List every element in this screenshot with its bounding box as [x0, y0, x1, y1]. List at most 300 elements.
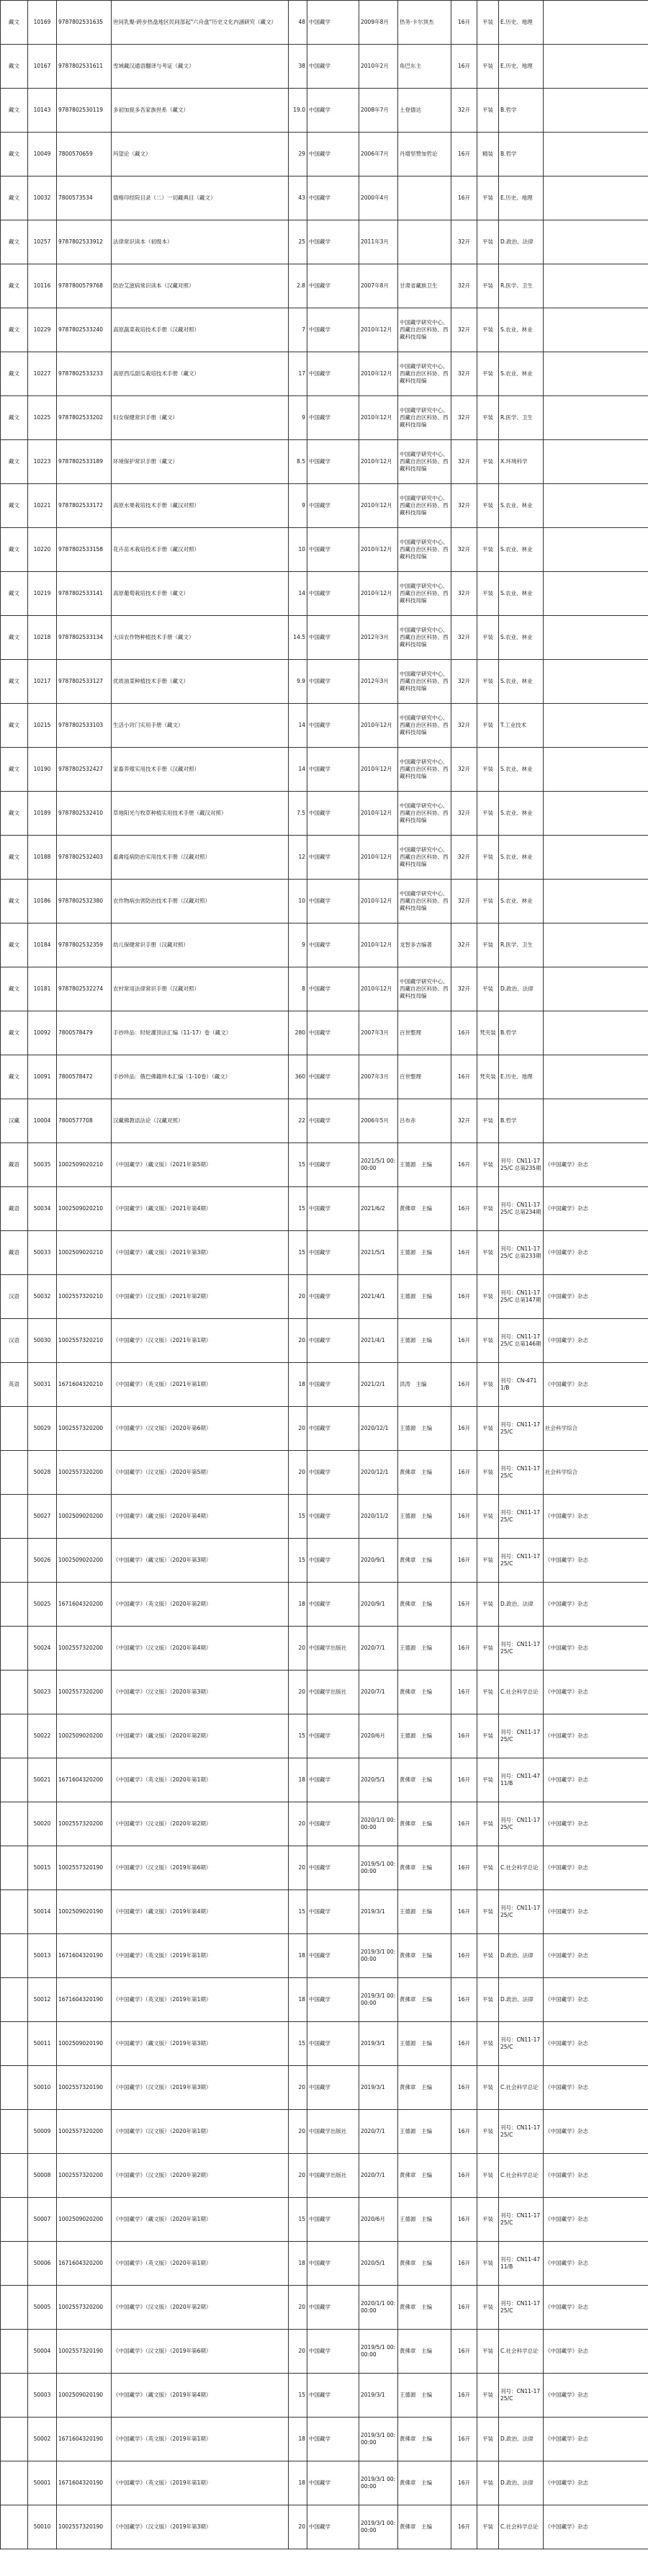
price-cell: 22 — [289, 1099, 307, 1143]
language-cell: 藏文 — [1, 1055, 28, 1099]
series-cell — [544, 792, 648, 836]
title-cell: 《中国藏学》（汉文版）（2019年第6期） — [112, 1846, 289, 1890]
series-cell — [544, 308, 648, 352]
table-row — [1, 45, 648, 89]
title-cell: 草地阳光与牧草种植实用技术手册（藏汉对照） — [112, 792, 289, 836]
price-cell: 20 — [289, 1671, 307, 1714]
author-cell: 中国藏学研究中心、西藏自治区科协、西藏科技局编 — [398, 308, 451, 352]
category-cell: S.农业、林业 — [499, 572, 544, 616]
binding-cell: 平装 — [477, 2066, 499, 2110]
category-cell: C.社会科学总论 — [499, 2505, 544, 2549]
author-cell: 热务·卡尔顶杰 — [398, 1, 451, 45]
table-row — [1, 2418, 648, 2461]
title-cell: 《中国藏学》（藏文版）（2019年第4期） — [112, 2374, 289, 2418]
price-cell: 2.8 — [289, 264, 307, 308]
table-row — [1, 1934, 648, 1978]
table-row — [1, 704, 648, 748]
publisher-cell: 中国藏学 — [307, 484, 359, 528]
code-cell: 50031 — [28, 1363, 57, 1407]
language-cell — [1, 2110, 28, 2154]
date-cell: 2019/3/1 — [359, 2022, 398, 2066]
code-cell: 50009 — [28, 2110, 57, 2154]
category-cell: E.历史、地理 — [499, 176, 544, 220]
code-cell: 10215 — [28, 704, 57, 748]
price-cell: 18 — [289, 1758, 307, 1802]
title-cell: 多初加捉多吾家族世系（藏文） — [112, 89, 289, 133]
binding-cell: 平装 — [477, 440, 499, 484]
series-cell: 《中国藏学》杂志 — [544, 1802, 648, 1846]
format-cell: 32开 — [451, 440, 477, 484]
category-cell: 刊号：CN11-1725/C — [499, 1495, 544, 1539]
table-row — [1, 1099, 648, 1143]
publisher-cell: 中国藏学 — [307, 1890, 359, 1934]
language-cell — [1, 2154, 28, 2198]
isbn-cell: 1002557320200 — [57, 1627, 112, 1671]
language-cell: 藏语 — [1, 1143, 28, 1187]
author-cell: 黄佛章 主编 — [398, 1671, 451, 1714]
binding-cell: 平装 — [477, 1583, 499, 1627]
format-cell: 16开 — [451, 2242, 477, 2286]
price-cell: 15 — [289, 2198, 307, 2242]
date-cell: 2019/5/1 00:00:00 — [359, 2330, 398, 2374]
publisher-cell: 中国藏学 — [307, 1099, 359, 1143]
language-cell — [1, 1890, 28, 1934]
date-cell: 2020/12/1 — [359, 1451, 398, 1495]
binding-cell: 平装 — [477, 1978, 499, 2022]
date-cell: 2019/3/1 — [359, 1890, 398, 1934]
category-cell: S.农业、林业 — [499, 836, 544, 880]
binding-cell: 平装 — [477, 1495, 499, 1539]
language-cell: 藏文 — [1, 484, 28, 528]
code-cell: 50027 — [28, 1495, 57, 1539]
price-cell: 17 — [289, 352, 307, 396]
category-cell: S.农业、林业 — [499, 792, 544, 836]
category-cell: S.农业、林业 — [499, 660, 544, 704]
language-cell — [1, 1758, 28, 1802]
publisher-cell: 中国藏学 — [307, 616, 359, 660]
series-cell — [544, 45, 648, 89]
author-cell: 黄佛章 主编 — [398, 1187, 451, 1231]
table-row — [1, 352, 648, 396]
title-cell: 世间乳聚-跨步热盘地区民间部起"六舟盘"历史文化内涵研究（藏文） — [112, 1, 289, 45]
table-row — [1, 1143, 648, 1187]
price-cell: 18 — [289, 2242, 307, 2286]
category-cell: 刊号：CN11-1725/C — [499, 2374, 544, 2418]
price-cell: 9.9 — [289, 660, 307, 704]
language-cell — [1, 2286, 28, 2330]
binding-cell: 平装 — [477, 2461, 499, 2505]
isbn-cell: 9787800579768 — [57, 264, 112, 308]
isbn-cell: 1002557320200 — [57, 2286, 112, 2330]
category-cell: 刊号：CN11-1725/C — [499, 1539, 544, 1583]
format-cell: 32开 — [451, 352, 477, 396]
category-cell: S.农业、林业 — [499, 616, 544, 660]
format-cell: 16开 — [451, 1319, 477, 1363]
language-cell: 藏文 — [1, 880, 28, 923]
title-cell: 《中国藏学》（英文版）（2019年第1期） — [112, 2461, 289, 2505]
series-cell: 《中国藏学》杂志 — [544, 1890, 648, 1934]
code-cell: 50005 — [28, 2286, 57, 2330]
language-cell: 藏文 — [1, 836, 28, 880]
series-cell — [544, 1011, 648, 1055]
isbn-cell: 1671604320190 — [57, 1934, 112, 1978]
isbn-cell: 9787802532359 — [57, 923, 112, 967]
code-cell: 10143 — [28, 89, 57, 133]
binding-cell: 平装 — [477, 1275, 499, 1319]
date-cell: 2010年12月 — [359, 967, 398, 1011]
title-cell: 《中国藏学》（汉文版）（2020年第4期） — [112, 1627, 289, 1671]
format-cell: 32开 — [451, 220, 477, 264]
isbn-cell: 1671604320190 — [57, 1978, 112, 2022]
author-cell: 王德源 主编 — [398, 1275, 451, 1319]
date-cell: 2012年3月 — [359, 660, 398, 704]
isbn-cell: 9787802532410 — [57, 792, 112, 836]
series-cell: 《中国藏学》杂志 — [544, 1583, 648, 1627]
price-cell: 20 — [289, 2505, 307, 2549]
isbn-cell: 7800578472 — [57, 1055, 112, 1099]
price-cell: 7.5 — [289, 792, 307, 836]
category-cell: R.医学、卫生 — [499, 264, 544, 308]
author-cell: 洪涛 主编 — [398, 1363, 451, 1407]
series-cell: 《中国藏学》杂志 — [544, 2198, 648, 2242]
price-cell: 8.5 — [289, 440, 307, 484]
author-cell: 黄佛章 主编 — [398, 1846, 451, 1890]
category-cell: C.社会科学总论 — [499, 2066, 544, 2110]
isbn-cell: 9787802532380 — [57, 880, 112, 923]
author-cell: 王德源 主编 — [398, 2022, 451, 2066]
table-row — [1, 2066, 648, 2110]
format-cell: 16开 — [451, 176, 477, 220]
code-cell: 10218 — [28, 616, 57, 660]
title-cell: 《中国藏学》（藏文版）（2021年第3期） — [112, 1231, 289, 1275]
publisher-cell: 中国藏学 — [307, 880, 359, 923]
language-cell — [1, 2022, 28, 2066]
title-cell: 《中国藏学》（汉文版）（2020年第1期） — [112, 2110, 289, 2154]
publisher-cell: 中国藏学 — [307, 396, 359, 440]
title-cell: 《中国藏学》（英文版）（2019年第1期） — [112, 1978, 289, 2022]
publisher-cell: 中国藏学 — [307, 748, 359, 792]
language-cell: 藏文 — [1, 133, 28, 176]
table-row — [1, 176, 648, 220]
publisher-cell: 中国藏学 — [307, 1978, 359, 2022]
language-cell — [1, 1539, 28, 1583]
author-cell: 中国藏学研究中心、西藏自治区科协、西藏科技局编 — [398, 352, 451, 396]
binding-cell: 平装 — [477, 1319, 499, 1363]
binding-cell: 平装 — [477, 2505, 499, 2549]
category-cell: T.工业技术 — [499, 704, 544, 748]
code-cell: 10181 — [28, 967, 57, 1011]
date-cell: 2021/5/1 — [359, 1231, 398, 1275]
title-cell: 《中国藏学》（英文版）（2021年第1期） — [112, 1363, 289, 1407]
price-cell: 25 — [289, 220, 307, 264]
language-cell: 汉语 — [1, 1319, 28, 1363]
code-cell: 50003 — [28, 2374, 57, 2418]
title-cell: 环境保护常识手册（藏文） — [112, 440, 289, 484]
price-cell: 20 — [289, 1802, 307, 1846]
title-cell: 农作物病虫害防治技术手册（汉藏对照） — [112, 880, 289, 923]
title-cell: 《中国藏学》（藏文版）（2020年第3期） — [112, 1539, 289, 1583]
isbn-cell: 1671604320190 — [57, 2418, 112, 2461]
publisher-cell: 中国藏学 — [307, 1, 359, 45]
date-cell: 2010年12月 — [359, 484, 398, 528]
publisher-cell: 中国藏学 — [307, 2286, 359, 2330]
publisher-cell: 中国藏学 — [307, 264, 359, 308]
title-cell: 玛望论（藏文） — [112, 133, 289, 176]
language-cell — [1, 2066, 28, 2110]
series-cell — [544, 484, 648, 528]
author-cell: 王德源 主编 — [398, 1143, 451, 1187]
date-cell: 2008年7月 — [359, 89, 398, 133]
binding-cell: 平装 — [477, 2022, 499, 2066]
language-cell: 英语 — [1, 1363, 28, 1407]
date-cell: 2010年12月 — [359, 704, 398, 748]
title-cell: 《中国藏学》（藏文版）（2021年第5期） — [112, 1143, 289, 1187]
series-cell: 《中国藏学》杂志 — [544, 1627, 648, 1671]
format-cell: 16开 — [451, 1802, 477, 1846]
category-cell: 刊号：CN11-1725/C — [499, 1714, 544, 1758]
publisher-cell: 中国藏学 — [307, 1143, 359, 1187]
author-cell: 中国藏学研究中心、西藏自治区科协、西藏科技局编 — [398, 880, 451, 923]
format-cell: 16开 — [451, 1143, 477, 1187]
price-cell: 20 — [289, 2066, 307, 2110]
price-cell: 9 — [289, 396, 307, 440]
format-cell: 16开 — [451, 1978, 477, 2022]
code-cell: 10217 — [28, 660, 57, 704]
publisher-cell: 中国藏学 — [307, 528, 359, 572]
category-cell: 刊号：CN11-1725/C — [499, 1627, 544, 1671]
date-cell: 2020/7/1 — [359, 2110, 398, 2154]
language-cell: 藏文 — [1, 1011, 28, 1055]
title-cell: 高原西瓜甜瓜栽培技术手册（藏文） — [112, 352, 289, 396]
author-cell: 中国藏学研究中心、西藏自治区科协、西藏科技局编 — [398, 396, 451, 440]
category-cell: 刊号：CN11-1725/C 总第234期 — [499, 1187, 544, 1231]
isbn-cell: 7800577708 — [57, 1099, 112, 1143]
publisher-cell: 中国藏学 — [307, 1231, 359, 1275]
price-cell: 20 — [289, 2330, 307, 2374]
date-cell: 2010年12月 — [359, 880, 398, 923]
format-cell: 16开 — [451, 1275, 477, 1319]
isbn-cell: 7800578479 — [57, 1011, 112, 1055]
isbn-cell: 9787802533233 — [57, 352, 112, 396]
binding-cell: 平装 — [477, 1671, 499, 1714]
format-cell: 16开 — [451, 2154, 477, 2198]
table-row — [1, 396, 648, 440]
price-cell: 20 — [289, 1627, 307, 1671]
isbn-cell: 1002557320200 — [57, 1671, 112, 1714]
series-cell: 《中国藏学》杂志 — [544, 1187, 648, 1231]
category-cell: D.政治、法律 — [499, 967, 544, 1011]
binding-cell: 平装 — [477, 704, 499, 748]
format-cell: 32开 — [451, 89, 477, 133]
table-row — [1, 1495, 648, 1539]
publisher-cell: 中国藏学出版社 — [307, 1627, 359, 1671]
isbn-cell: 1002509020200 — [57, 2198, 112, 2242]
category-cell: D.政治、法律 — [499, 2418, 544, 2461]
series-cell: 《中国藏学》杂志 — [544, 1714, 648, 1758]
table-row — [1, 2461, 648, 2505]
format-cell: 16开 — [451, 2110, 477, 2154]
author-cell: 黄佛章 主编 — [398, 2461, 451, 2505]
price-cell: 15 — [289, 1187, 307, 1231]
isbn-cell: 9787802533134 — [57, 616, 112, 660]
isbn-cell: 9787802532274 — [57, 967, 112, 1011]
title-cell: 幼儿保健常识手册（汉藏对照） — [112, 923, 289, 967]
table-row — [1, 1714, 648, 1758]
series-cell: 《中国藏学》杂志 — [544, 2286, 648, 2330]
table-row — [1, 1055, 648, 1099]
isbn-cell: 1671604320210 — [57, 1363, 112, 1407]
format-cell: 16开 — [451, 1187, 477, 1231]
format-cell: 32开 — [451, 704, 477, 748]
language-cell: 藏文 — [1, 748, 28, 792]
price-cell: 280 — [289, 1011, 307, 1055]
table-row — [1, 572, 648, 616]
format-cell: 16开 — [451, 1363, 477, 1407]
series-cell: 《中国藏学》杂志 — [544, 2461, 648, 2505]
format-cell: 16开 — [451, 1583, 477, 1627]
date-cell: 2020/6月 — [359, 2198, 398, 2242]
table-row — [1, 2286, 648, 2330]
category-cell: 刊号：CN11-1725/C — [499, 2286, 544, 2330]
binding-cell: 平装 — [477, 748, 499, 792]
table-row — [1, 1890, 648, 1934]
code-cell: 10223 — [28, 440, 57, 484]
author-cell: 百世整理 — [398, 1011, 451, 1055]
isbn-cell: 9787802531611 — [57, 45, 112, 89]
category-cell: 刊号：CN11-1725/C — [499, 1407, 544, 1451]
date-cell: 2000年4月 — [359, 176, 398, 220]
series-cell — [544, 220, 648, 264]
title-cell: 《中国藏学》（汉文版）（2021年第2期） — [112, 1275, 289, 1319]
table-row — [1, 1978, 648, 2022]
language-cell — [1, 2330, 28, 2374]
series-cell — [544, 748, 648, 792]
category-cell: S.农业、林业 — [499, 308, 544, 352]
publisher-cell: 中国藏学 — [307, 308, 359, 352]
isbn-cell: 1002509020190 — [57, 1890, 112, 1934]
author-cell: 王德源 主编 — [398, 1627, 451, 1671]
table-row — [1, 1539, 648, 1583]
date-cell: 2020/7/1 — [359, 1627, 398, 1671]
category-cell: D.政治、法律 — [499, 1978, 544, 2022]
date-cell: 2020/1/1 00:00:00 — [359, 2286, 398, 2330]
table-row — [1, 1583, 648, 1627]
series-cell — [544, 704, 648, 748]
date-cell: 2021/4/1 — [359, 1319, 398, 1363]
date-cell: 2020/6月 — [359, 1714, 398, 1758]
code-cell: 10188 — [28, 836, 57, 880]
series-cell — [544, 352, 648, 396]
code-cell: 10221 — [28, 484, 57, 528]
table-row — [1, 967, 648, 1011]
language-cell — [1, 1495, 28, 1539]
series-cell: 《中国藏学》杂志 — [544, 2110, 648, 2154]
date-cell: 2020/1/1 00:00:00 — [359, 1802, 398, 1846]
table-row — [1, 220, 648, 264]
author-cell: 甘肃省藏族卫生 — [398, 264, 451, 308]
binding-cell: 平装 — [477, 1802, 499, 1846]
language-cell — [1, 2461, 28, 2505]
format-cell: 32开 — [451, 660, 477, 704]
category-cell: S.农业、林业 — [499, 880, 544, 923]
publisher-cell: 中国藏学 — [307, 1055, 359, 1099]
isbn-cell: 9787802530119 — [57, 89, 112, 133]
date-cell: 2006年5月 — [359, 1099, 398, 1143]
table-row — [1, 616, 648, 660]
author-cell: 龙智多吉编著 — [398, 923, 451, 967]
category-cell: E.历史、地理 — [499, 1, 544, 45]
date-cell: 2020/7/1 — [359, 2154, 398, 2198]
language-cell: 藏文 — [1, 923, 28, 967]
format-cell: 16开 — [451, 1890, 477, 1934]
format-cell: 16开 — [451, 2418, 477, 2461]
binding-cell: 精装 — [477, 133, 499, 176]
series-cell — [544, 264, 648, 308]
category-cell: C.社会科学总论 — [499, 2330, 544, 2374]
category-cell: D.政治、法律 — [499, 1934, 544, 1978]
code-cell: 50011 — [28, 2022, 57, 2066]
language-cell: 藏文 — [1, 220, 28, 264]
price-cell: 18 — [289, 1363, 307, 1407]
table-row — [1, 660, 648, 704]
series-cell — [544, 176, 648, 220]
code-cell: 50012 — [28, 1978, 57, 2022]
price-cell: 15 — [289, 1495, 307, 1539]
binding-cell: 平装 — [477, 572, 499, 616]
binding-cell: 平装 — [477, 484, 499, 528]
format-cell: 32开 — [451, 528, 477, 572]
isbn-cell: 1002557320190 — [57, 1846, 112, 1890]
table-row — [1, 880, 648, 923]
binding-cell: 平装 — [477, 1099, 499, 1143]
date-cell: 2020/9/1 — [359, 1539, 398, 1583]
code-cell: 50010 — [28, 2066, 57, 2110]
code-cell: 10092 — [28, 1011, 57, 1055]
date-cell: 2009年8月 — [359, 1, 398, 45]
table-row — [1, 1363, 648, 1407]
language-cell — [1, 1802, 28, 1846]
author-cell: 王德源 主编 — [398, 1495, 451, 1539]
isbn-cell: 7800570659 — [57, 133, 112, 176]
category-cell: 刊号：CN11-1725/C — [499, 2110, 544, 2154]
title-cell: 《中国藏学》（藏文版）（2019年第3期） — [112, 2022, 289, 2066]
publisher-cell: 中国藏学 — [307, 133, 359, 176]
title-cell: 花卉苗木栽培技术手册（藏汉对照） — [112, 528, 289, 572]
author-cell: 王德源 主编 — [398, 1890, 451, 1934]
isbn-cell: 1002509020200 — [57, 1714, 112, 1758]
language-cell: 藏文 — [1, 440, 28, 484]
series-cell: 社会科学综合 — [544, 1451, 648, 1495]
format-cell: 16开 — [451, 2461, 477, 2505]
price-cell: 18 — [289, 1978, 307, 2022]
title-cell: 《中国藏学》（汉文版）（2020年第2期） — [112, 2154, 289, 2198]
date-cell: 2019/3/1 — [359, 2066, 398, 2110]
language-cell — [1, 2505, 28, 2549]
author-cell: 黄佛章 主编 — [398, 1583, 451, 1627]
date-cell: 2010年2月 — [359, 45, 398, 89]
date-cell: 2021/6/2 — [359, 1187, 398, 1231]
price-cell: 360 — [289, 1055, 307, 1099]
publisher-cell: 中国藏学 — [307, 572, 359, 616]
publisher-cell: 中国藏学 — [307, 1275, 359, 1319]
table-row — [1, 2242, 648, 2286]
category-cell: 刊号：CN11-1725/C — [499, 2198, 544, 2242]
series-cell: 《中国藏学》杂志 — [544, 1143, 648, 1187]
language-cell — [1, 1934, 28, 1978]
language-cell — [1, 1671, 28, 1714]
format-cell: 16开 — [451, 133, 477, 176]
code-cell: 10184 — [28, 923, 57, 967]
